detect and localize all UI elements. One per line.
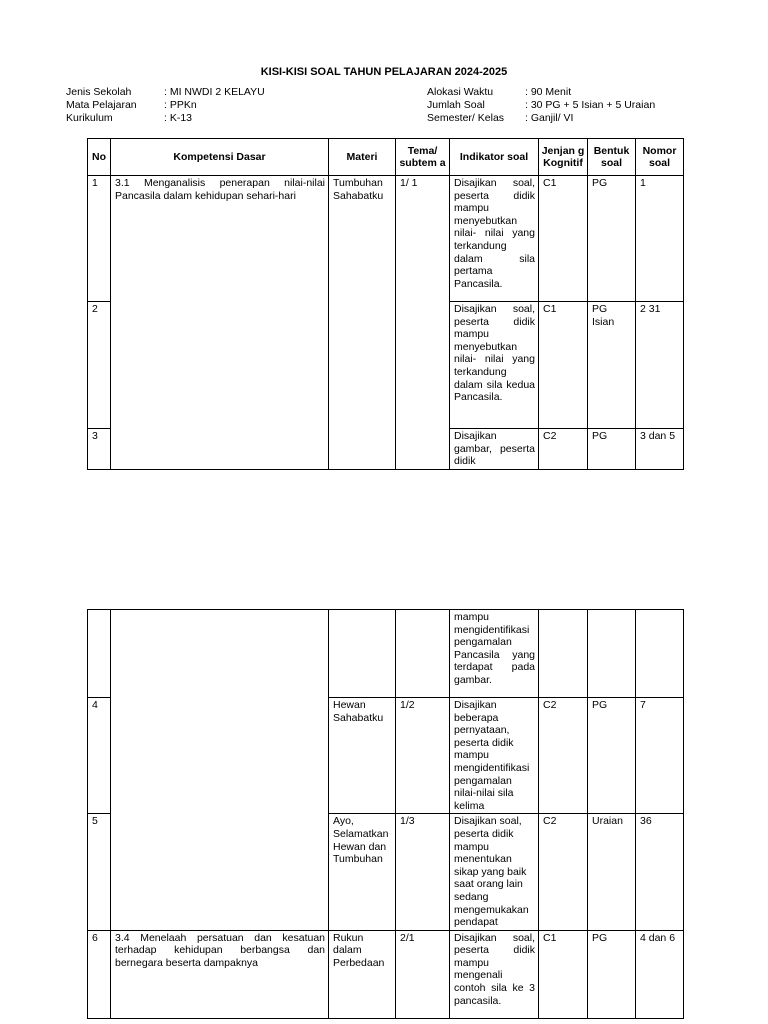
cell-tema: 1/ 1 <box>396 176 450 470</box>
info-row-alokasi-waktu <box>427 86 655 99</box>
info-value: : Ganjil/ VI <box>525 112 574 124</box>
cell-indikator: Disajikan gambar, peserta didik <box>450 429 539 470</box>
cell-kompetensi-dasar: 3.1 Menganalisis penerapan nilai-nilai Pancasila dalam kehidupan sehari-hari <box>111 176 329 470</box>
info-label: Jumlah Soal <box>427 99 485 111</box>
cell-bentuk <box>588 610 636 698</box>
cell-bentuk: PG <box>588 176 636 302</box>
info-row-mata-pelajaran <box>66 99 265 112</box>
cell-bentuk: PG <box>588 429 636 470</box>
info-value: : PPKn <box>164 99 197 111</box>
cell-indikator: Disajikan beberapa pernyataan, peserta didik mampu mengidentifikasi pengamalan nilai-nilai sila kelima <box>450 698 539 814</box>
cell-no: 2 <box>88 302 111 429</box>
info-row-jumlah-soal <box>427 99 655 112</box>
info-label: Jenis Sekolah <box>66 86 132 98</box>
info-value: : MI NWDI 2 KELAYU <box>164 86 265 98</box>
table-row <box>88 930 684 1018</box>
cell-jenjang: C1 <box>539 302 588 429</box>
cell-kompetensi-dasar <box>111 610 329 931</box>
header-no: No <box>88 139 111 176</box>
cell-indikator: mampu mengidentifikasi pengamalan Pancasila yang terdapat pada gambar. <box>450 610 539 698</box>
header-jenjang-kognitif: Jenjan g Kognitif <box>539 139 588 176</box>
cell-no: 6 <box>88 930 111 1018</box>
document-title: KISI-KISI SOAL TAHUN PELAJARAN 2024-2025 <box>260 66 508 78</box>
cell-tema: 1/2 <box>396 698 450 814</box>
cell-bentuk: PG Isian <box>588 302 636 429</box>
info-row-jenis-sekolah <box>66 86 265 99</box>
cell-nomor: 1 <box>636 176 684 302</box>
table-row <box>88 176 684 302</box>
cell-tema: 1/3 <box>396 814 450 930</box>
cell-tema <box>396 610 450 698</box>
cell-indikator: Disajikan soal, peserta didik mampu menyebutkan nilai- nilai yang terkandung dalam sila pertama Pancasila. <box>450 176 539 302</box>
cell-bentuk: Uraian <box>588 814 636 930</box>
info-label: Mata Pelajaran <box>66 99 137 111</box>
cell-indikator: Disajikan soal, peserta didik mampu menyebutkan nilai- nilai yang terkandung dalam sila kedua Pancasila. <box>450 302 539 429</box>
cell-no: 5 <box>88 814 111 930</box>
school-info-left <box>66 86 265 125</box>
header-kompetensi-dasar: Kompetensi Dasar <box>111 139 329 176</box>
cell-bentuk: PG <box>588 930 636 1018</box>
cell-materi <box>329 610 396 698</box>
info-value: : 90 Menit <box>525 86 572 98</box>
cell-nomor: 2 31 <box>636 302 684 429</box>
header-materi: Materi <box>329 139 396 176</box>
cell-materi: Tumbuhan Sahabatku <box>329 176 396 470</box>
header-bentuk-soal: Bentuk soal <box>588 139 636 176</box>
cell-jenjang: C1 <box>539 930 588 1018</box>
info-label: Kurikulum <box>66 112 113 124</box>
cell-kompetensi-dasar: 3.4 Menelaah persatuan dan kesatuan terhadap kehidupan berbangsa dan bernegara beserta dampaknya <box>111 930 329 1018</box>
cell-materi: Rukun dalam Perbedaan <box>329 930 396 1018</box>
info-row-kurikulum <box>66 112 265 125</box>
cell-tema: 2/1 <box>396 930 450 1018</box>
school-info-right <box>427 86 655 125</box>
cell-materi: Hewan Sahabatku <box>329 698 396 814</box>
cell-nomor: 7 <box>636 698 684 814</box>
cell-nomor <box>636 610 684 698</box>
cell-bentuk: PG <box>588 698 636 814</box>
cell-nomor: 3 dan 5 <box>636 429 684 470</box>
cell-jenjang: C2 <box>539 429 588 470</box>
kisi-kisi-table-page-1 <box>87 138 684 470</box>
info-label: Semester/ Kelas <box>427 112 505 124</box>
kisi-kisi-table-page-2 <box>87 609 684 1019</box>
cell-no: 1 <box>88 176 111 302</box>
info-value: : K-13 <box>164 112 193 124</box>
info-label: Alokasi Waktu <box>427 86 494 98</box>
table-row <box>88 610 684 698</box>
cell-jenjang: C2 <box>539 814 588 930</box>
cell-indikator: Disajikan soal, peserta didik mampu mengenali contoh sila ke 3 pancasila. <box>450 930 539 1018</box>
cell-jenjang: C1 <box>539 176 588 302</box>
cell-no: 4 <box>88 698 111 814</box>
cell-materi: Ayo, Selamatkan Hewan dan Tumbuhan <box>329 814 396 930</box>
cell-indikator: Disajikan soal, peserta didik mampu menentukan sikap yang baik saat orang lain sedang mengemukakan pendapat <box>450 814 539 930</box>
info-row-semester-kelas <box>427 112 655 125</box>
cell-jenjang <box>539 610 588 698</box>
header-indikator-soal: Indikator soal <box>450 139 539 176</box>
cell-no: 3 <box>88 429 111 470</box>
cell-no <box>88 610 111 698</box>
header-nomor-soal: Nomor soal <box>636 139 684 176</box>
cell-nomor: 4 dan 6 <box>636 930 684 1018</box>
header-tema-subtema: Tema/ subtem a <box>396 139 450 176</box>
cell-jenjang: C2 <box>539 698 588 814</box>
info-value: : 30 PG + 5 Isian + 5 Uraian <box>525 99 656 111</box>
table-header-row <box>88 139 684 176</box>
cell-nomor: 36 <box>636 814 684 930</box>
